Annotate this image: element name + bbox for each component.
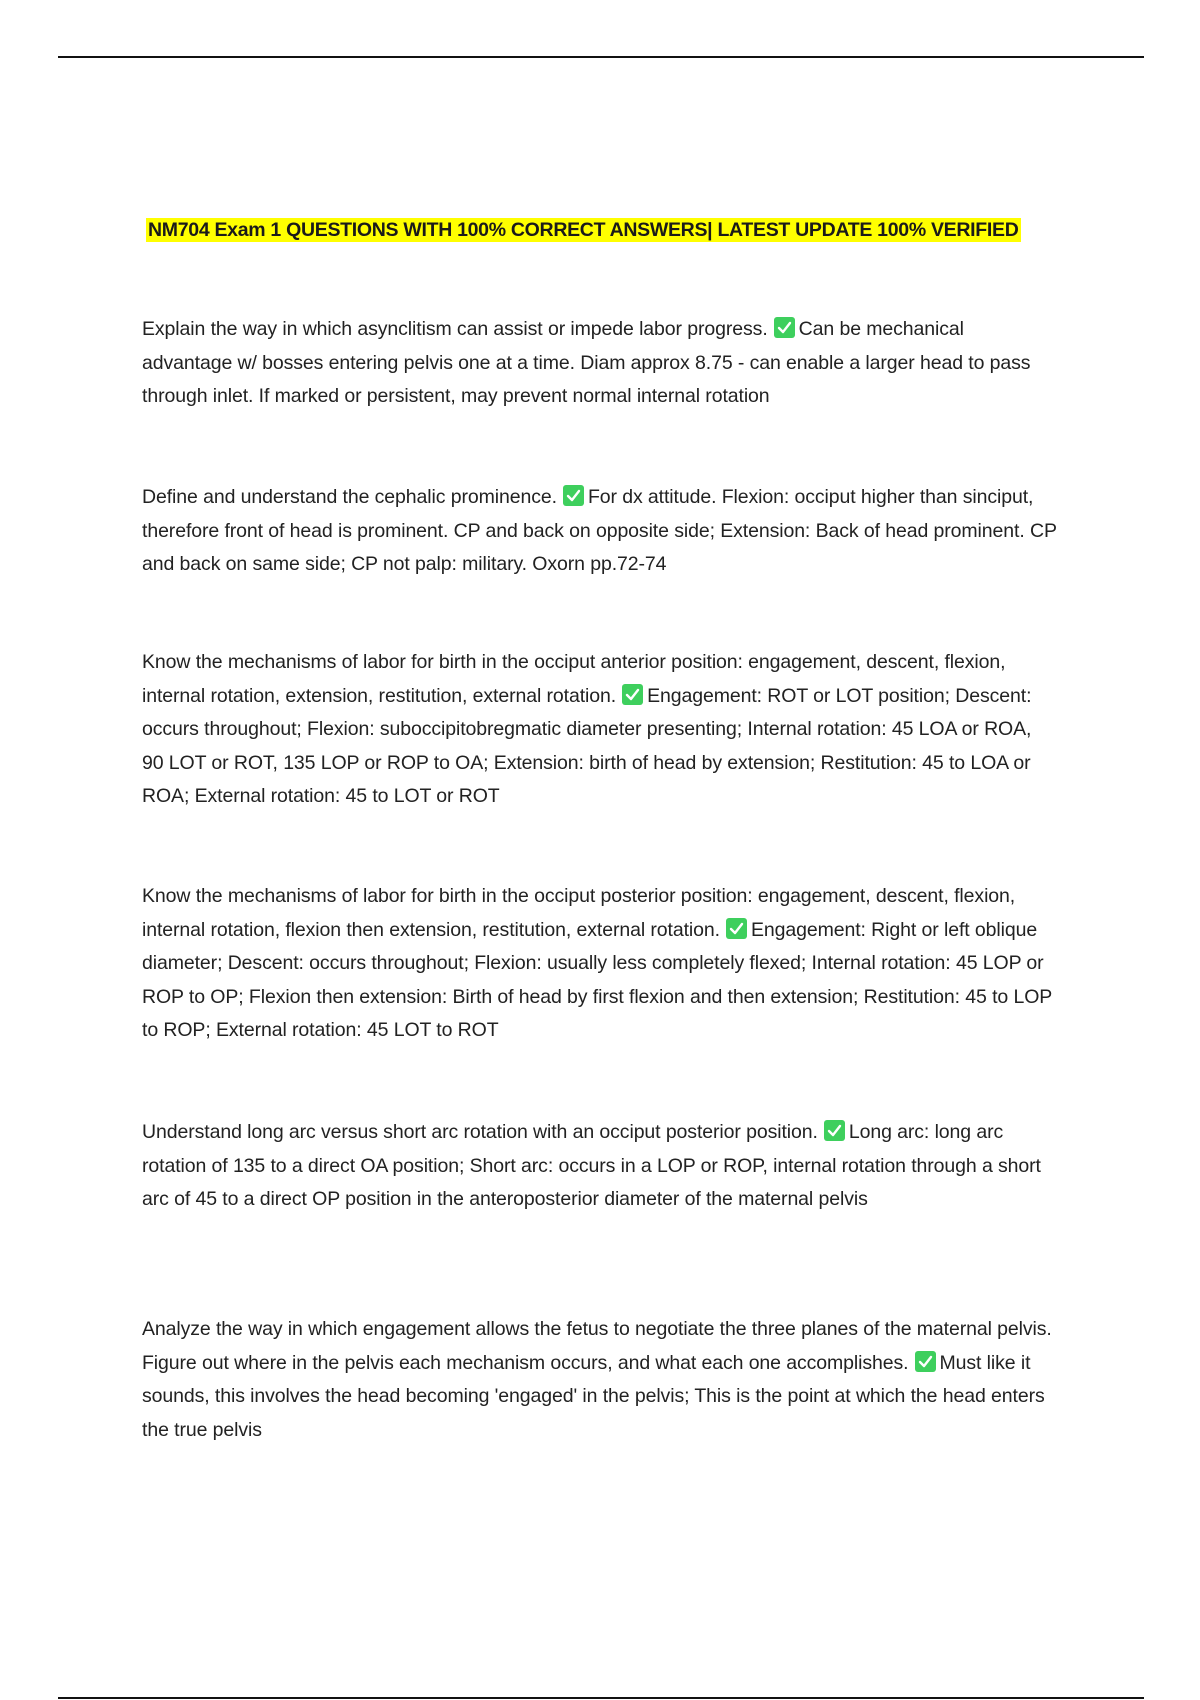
answer-text: Must like it sounds, this involves the head becoming 'engaged' in the pelvis; This is the point at which the head enters the true pelvis — [142, 1351, 1045, 1441]
answer-text: For dx attitude. Flexion: occiput higher than sinciput, therefore front of head is prominent. CP and back on opposite side; Extension: Back of head prominent. CP and back on same side; CP not palp: military. Oxorn pp.72-74 — [142, 486, 1057, 575]
check-mark-icon — [915, 1351, 936, 1372]
check-mark-icon — [622, 684, 643, 705]
check-mark-icon — [726, 918, 747, 939]
qa-item-3 — [142, 646, 1057, 814]
qa-item-2 — [142, 481, 1057, 582]
title-block — [146, 217, 1056, 244]
check-mark-icon — [563, 485, 584, 506]
question-text: Know the mechanisms of labor for birth in the occiput anterior position: engagement, descent, flexion, internal rotation, extension, restitution, external rotation. — [142, 651, 1006, 707]
question-text: Understand long arc versus short arc rotation with an occiput posterior position. — [142, 1121, 818, 1143]
answer-text: Long arc: long arc rotation of 135 to a direct OA position; Short arc: occurs in a LOP or ROP, internal rotation through a short arc of 45 to a direct OP position in the anteroposterior diameter of the maternal pelvis — [142, 1121, 1041, 1210]
answer-text: Engagement: Right or left oblique diameter; Descent: occurs throughout; Flexion: usually less completely flexed; Internal rotation: 45 LOP or ROP to OP; Flexion then extension: Birth of head by first flexion and then extension; Restitution: 45 to LOP to ROP; External rotation: 45 LOT to ROT — [142, 918, 1052, 1041]
check-mark-icon — [824, 1120, 845, 1141]
question-text: Know the mechanisms of labor for birth in the occiput posterior position: engagement, descent, flexion, internal rotation, flexion then extension, restitution, external rotation. — [142, 885, 1016, 941]
qa-item-4 — [142, 880, 1057, 1048]
question-text: Explain the way in which asynclitism can assist or impede labor progress. — [142, 318, 768, 340]
question-text: Analyze the way in which engagement allows the fetus to negotiate the three planes of the maternal pelvis. Figure out where in the pelvis each mechanism occurs, and what each one accomplishes. — [142, 1318, 1052, 1374]
check-mark-icon — [774, 317, 795, 338]
top-rule — [58, 56, 1144, 58]
question-text: Define and understand the cephalic prominence. — [142, 486, 557, 508]
qa-item-6 — [142, 1313, 1057, 1447]
answer-text: Engagement: ROT or LOT position; Descent: occurs throughout; Flexion: suboccipitobregmatic diameter presenting; Internal rotation: 45 LOA or ROA, 90 LOT or ROT, 135 LOP or ROP to OA; Extension: birth of head by extension; Restitution: 45 to LOA or ROA; External rotation: 45 to LOT or ROT — [142, 684, 1032, 807]
answer-text: Can be mechanical advantage w/ bosses entering pelvis one at a time. Diam approx 8.75 - can enable a larger head to pass through inlet. If marked or persistent, may prevent normal internal rotation — [142, 318, 1031, 407]
bottom-rule — [58, 1697, 1144, 1699]
qa-item-1 — [142, 313, 1057, 414]
qa-item-5 — [142, 1116, 1057, 1217]
document-title: NM704 Exam 1 QUESTIONS WITH 100% CORRECT ANSWERS| LATEST UPDATE 100% VERIFIED — [148, 219, 1019, 241]
